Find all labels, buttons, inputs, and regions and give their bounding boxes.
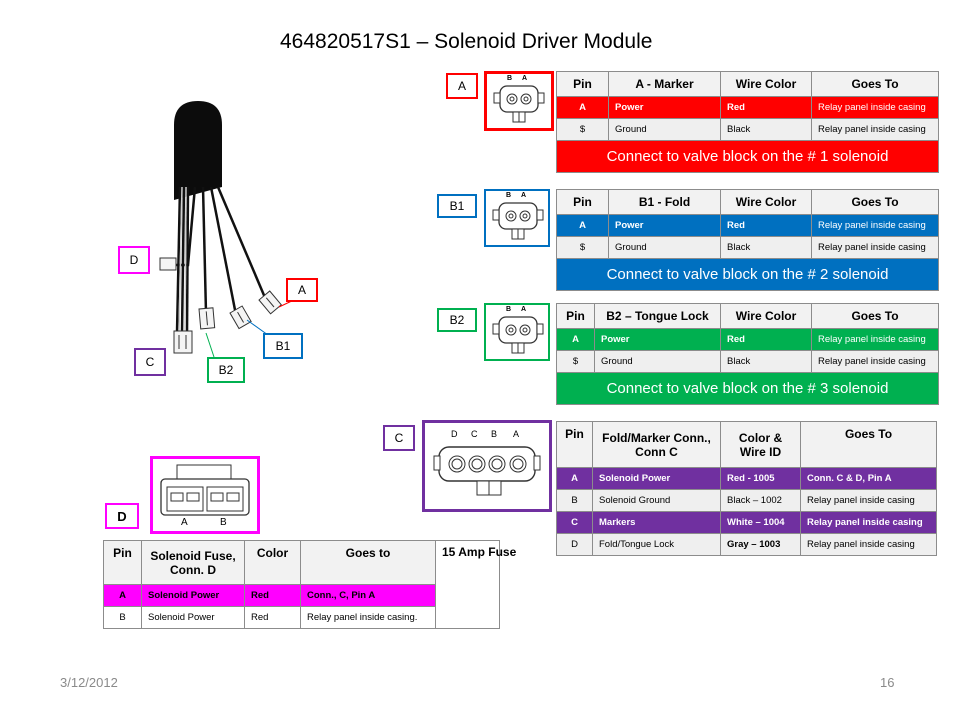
label-d: D [105, 503, 139, 529]
header-cell: Goes To [801, 422, 937, 468]
table-row: B Solenoid Ground Black – 1002 Relay panel inside casing [557, 490, 937, 512]
table-row: A Solenoid Power Red Conn., C, Pin A [104, 585, 500, 607]
label-b1: B1 [437, 194, 477, 218]
table-row: $ Ground Black Relay panel inside casing [557, 119, 939, 141]
two-pin-connector-icon [487, 74, 551, 128]
table-row: D Fold/Tongue Lock Gray – 1003 Relay panel inside casing [557, 534, 937, 556]
connect-note-a: Connect to valve block on the # 1 solenoid [557, 141, 939, 173]
table-b1 [556, 189, 939, 291]
four-pin-connector-icon [425, 423, 549, 509]
header-cell: Pin [557, 422, 593, 468]
table-row: $ Ground Black Relay panel inside casing [557, 351, 939, 373]
connector-c-image: D C B A [422, 420, 552, 512]
page-title: 464820517S1 – Solenoid Driver Module [280, 30, 653, 53]
connector-b1-image: B A [484, 189, 550, 247]
header-cell: Color & Wire ID [721, 422, 801, 468]
header-cell: Goes To [812, 190, 939, 215]
label-a-diagram: A [286, 278, 318, 302]
connector-a-image: B A [484, 71, 554, 131]
connect-note-b1: Connect to valve block on the # 2 solenoid [557, 259, 939, 291]
label-b2: B2 [437, 308, 477, 332]
header-cell: B1 - Fold [609, 190, 721, 215]
label-d-diagram: D [118, 246, 150, 274]
header-cell: Pin [557, 190, 609, 215]
header-cell: Wire Color [721, 72, 812, 97]
header-cell: B2 – Tongue Lock [595, 304, 721, 329]
table-c [556, 421, 937, 556]
table-row: A Power Red Relay panel inside casing [557, 215, 939, 237]
label-b1-diagram: B1 [263, 333, 303, 359]
header-cell: Solenoid Fuse, Conn. D [142, 541, 245, 585]
footer-date: 3/12/2012 [60, 675, 118, 690]
header-cell: Pin [557, 304, 595, 329]
page-number: 16 [880, 675, 895, 690]
label-a: A [446, 73, 478, 99]
header-cell: Wire Color [721, 304, 812, 329]
table-row: A Solenoid Power Red - 1005 Conn. C & D, Pin A [557, 468, 937, 490]
header-cell: Fold/Marker Conn., Conn C [593, 422, 721, 468]
header-cell: A - Marker [609, 72, 721, 97]
header-cell: Color [245, 541, 301, 585]
table-row: $ Ground Black Relay panel inside casing [557, 237, 939, 259]
connect-note-b2: Connect to valve block on the # 3 solenoid [557, 373, 939, 405]
header-cell: Goes to [301, 541, 436, 585]
header-cell: Pin [557, 72, 609, 97]
label-b2-diagram: B2 [207, 357, 245, 383]
header-cell: Goes To [812, 304, 939, 329]
fuse-connector-icon [153, 459, 257, 531]
table-a [556, 71, 939, 173]
table-row: C Markers White – 1004 Relay panel inside casing [557, 512, 937, 534]
label-c-diagram: C [134, 348, 166, 376]
table-b2 [556, 303, 939, 405]
table-row: A Power Red Relay panel inside casing [557, 329, 939, 351]
table-d [103, 540, 517, 629]
fuse-rating: 15 Amp Fuse [436, 541, 500, 629]
two-pin-connector-icon [486, 305, 548, 359]
connector-d-image: A B [150, 456, 260, 534]
table-row: A Power Red Relay panel inside casing [557, 97, 939, 119]
header-cell: Pin [104, 541, 142, 585]
two-pin-connector-icon [486, 191, 548, 245]
connector-b2-image: B A [484, 303, 550, 361]
table-row: B Solenoid Power Red Relay panel inside casing. [104, 607, 500, 629]
label-c: C [383, 425, 415, 451]
header-cell: Goes To [812, 72, 939, 97]
header-cell: Wire Color [721, 190, 812, 215]
